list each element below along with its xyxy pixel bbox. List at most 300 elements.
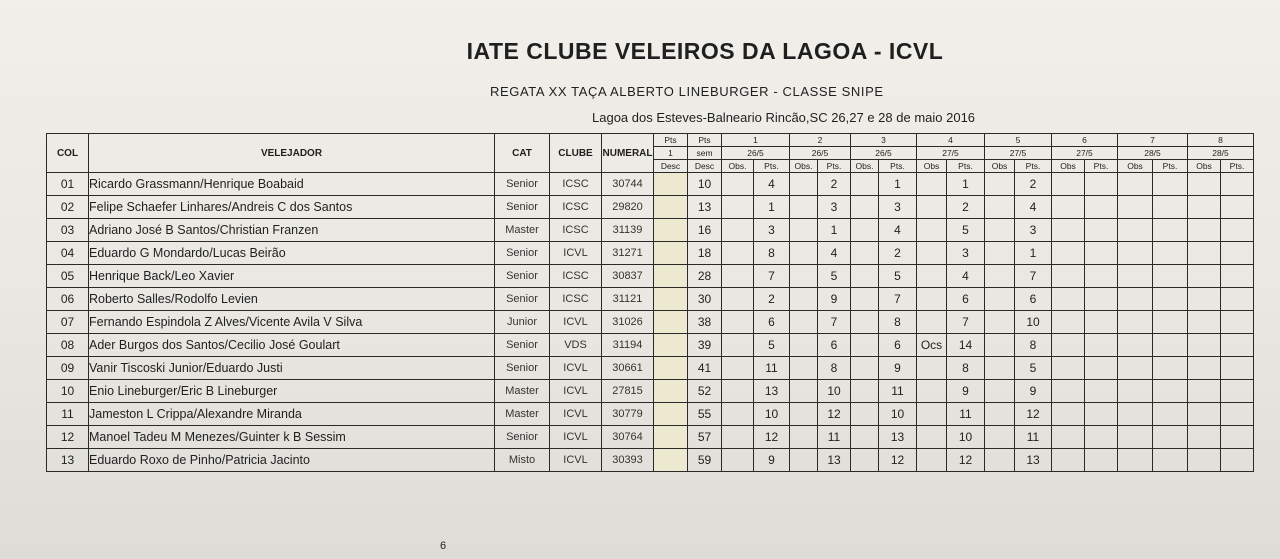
race-pts-cell [1085,357,1118,380]
race-pts-cell [1085,380,1118,403]
header-pts: Pts. [1221,160,1254,173]
race-pts-cell [1153,265,1188,288]
row-pts-total: 55 [688,403,722,426]
row-col: 07 [47,311,89,334]
row-velejador: Eduardo G Mondardo/Lucas Beirão [89,242,495,265]
row-pts-total: 41 [688,357,722,380]
race-pts-cell: 12 [818,403,851,426]
header-pts: Pts. [818,160,851,173]
row-clube: ICSC [550,196,602,219]
race-obs-cell [851,357,879,380]
table-row [47,265,1254,288]
header-pts: Pts. [879,160,917,173]
race-pts-cell [1153,219,1188,242]
race-obs-cell [917,449,947,472]
race-obs-cell [1188,288,1221,311]
race-pts-cell: 2 [947,196,985,219]
race-pts-cell: 2 [1015,173,1052,196]
race-obs-cell [1052,449,1085,472]
row-clube: ICVL [550,242,602,265]
row-numeral: 29820 [602,196,654,219]
race-obs-cell [1118,173,1153,196]
race-obs-cell [722,265,754,288]
header-obs: Obs [917,160,947,173]
row-pts-1-desc [654,357,688,380]
row-cat: Master [495,219,550,242]
race-obs-cell [1052,380,1085,403]
row-col: 09 [47,357,89,380]
race-obs-cell [1188,196,1221,219]
race-obs-cell [790,173,818,196]
header-pts2-c: Desc [688,160,722,173]
race-obs-cell [1052,334,1085,357]
regatta-subtitle: REGATA XX TAÇA ALBERTO LINEBURGER - CLASSE SNIPE [490,84,884,99]
header-obs: Obs [1052,160,1085,173]
race-obs-cell [1118,334,1153,357]
row-pts-1-desc [654,380,688,403]
row-clube: ICVL [550,403,602,426]
row-numeral: 30764 [602,426,654,449]
table-row [47,403,1254,426]
row-cat: Senior [495,196,550,219]
race-obs-cell [917,196,947,219]
race-pts-cell: 12 [879,449,917,472]
race-obs-cell [1118,380,1153,403]
race-number: 6 [1052,134,1118,147]
race-pts-cell [1221,173,1254,196]
race-obs-cell [790,288,818,311]
race-pts-cell [1153,334,1188,357]
race-pts-cell [1221,357,1254,380]
race-pts-cell: 4 [1015,196,1052,219]
race-pts-cell: 3 [1015,219,1052,242]
race-obs-cell [985,334,1015,357]
table-row [47,426,1254,449]
race-pts-cell: 7 [947,311,985,334]
race-pts-cell [1085,311,1118,334]
race-date: 26/5 [722,147,790,160]
race-obs-cell [985,242,1015,265]
race-obs-cell [1118,265,1153,288]
race-pts-cell: 13 [1015,449,1052,472]
row-velejador: Adriano José B Santos/Christian Franzen [89,219,495,242]
row-pts-1-desc [654,449,688,472]
race-pts-cell [1221,242,1254,265]
race-obs-cell [722,219,754,242]
race-date: 26/5 [790,147,851,160]
header-pts: Pts. [1153,160,1188,173]
race-pts-cell: 14 [947,334,985,357]
row-numeral: 31271 [602,242,654,265]
race-obs-cell: Ocs [917,334,947,357]
row-pts-1-desc [654,288,688,311]
row-pts-1-desc [654,242,688,265]
row-col: 08 [47,334,89,357]
row-pts-total: 18 [688,242,722,265]
race-pts-cell [1221,449,1254,472]
header-pts: Pts. [754,160,790,173]
race-obs-cell [851,449,879,472]
race-number: 8 [1188,134,1254,147]
row-numeral: 31026 [602,311,654,334]
row-numeral: 30393 [602,449,654,472]
race-pts-cell: 1 [879,173,917,196]
race-obs-cell [1188,334,1221,357]
race-obs-cell [790,380,818,403]
row-cat: Senior [495,426,550,449]
row-pts-total: 57 [688,426,722,449]
row-clube: ICSC [550,265,602,288]
race-pts-cell: 3 [879,196,917,219]
race-obs-cell [1188,311,1221,334]
race-obs-cell [722,357,754,380]
race-obs-cell [1052,219,1085,242]
row-clube: ICVL [550,311,602,334]
row-numeral: 31139 [602,219,654,242]
race-pts-cell [1153,403,1188,426]
location-date: Lagoa dos Esteves-Balneario Rincão,SC 26,27 e 28 de maio 2016 [592,110,976,125]
row-pts-1-desc [654,426,688,449]
race-obs-cell [722,242,754,265]
row-pts-total: 30 [688,288,722,311]
race-obs-cell [985,380,1015,403]
header-pts2-b: sem [688,147,722,160]
race-pts-cell: 4 [754,173,790,196]
race-obs-cell [1052,357,1085,380]
header-obs: Obs. [722,160,754,173]
race-date: 28/5 [1118,147,1188,160]
race-pts-cell: 13 [818,449,851,472]
race-number: 4 [917,134,985,147]
row-numeral: 31194 [602,334,654,357]
race-pts-cell: 7 [754,265,790,288]
race-pts-cell [1153,380,1188,403]
race-obs-cell [722,173,754,196]
row-cat: Senior [495,334,550,357]
row-velejador: Roberto Salles/Rodolfo Levien [89,288,495,311]
race-obs-cell [851,311,879,334]
row-cat: Misto [495,449,550,472]
race-number: 2 [790,134,851,147]
race-pts-cell: 2 [754,288,790,311]
race-obs-cell [790,219,818,242]
row-clube: ICVL [550,449,602,472]
race-obs-cell [1052,265,1085,288]
race-obs-cell [1052,311,1085,334]
race-pts-cell: 4 [818,242,851,265]
row-cat: Master [495,403,550,426]
race-pts-cell [1153,242,1188,265]
race-pts-cell: 9 [879,357,917,380]
race-obs-cell [790,311,818,334]
race-obs-cell [722,403,754,426]
row-velejador: Fernando Espindola Z Alves/Vicente Avila V Silva [89,311,495,334]
race-obs-cell [1188,426,1221,449]
race-obs-cell [851,288,879,311]
race-pts-cell [1221,219,1254,242]
header-row-1 [47,134,1254,147]
row-col: 05 [47,265,89,288]
race-obs-cell [851,196,879,219]
race-obs-cell [1118,288,1153,311]
row-pts-1-desc [654,311,688,334]
race-pts-cell [1221,380,1254,403]
row-pts-total: 16 [688,219,722,242]
row-clube: ICSC [550,219,602,242]
race-obs-cell [1052,426,1085,449]
race-pts-cell: 3 [947,242,985,265]
race-obs-cell [917,403,947,426]
row-clube: ICVL [550,357,602,380]
row-velejador: Enio Lineburger/Eric B Lineburger [89,380,495,403]
race-obs-cell [1188,265,1221,288]
race-obs-cell [1188,357,1221,380]
race-pts-cell: 5 [947,219,985,242]
row-numeral: 30837 [602,265,654,288]
race-pts-cell: 3 [754,219,790,242]
race-obs-cell [985,196,1015,219]
table-row [47,357,1254,380]
race-pts-cell: 11 [1015,426,1052,449]
race-pts-cell: 1 [754,196,790,219]
race-obs-cell [917,242,947,265]
race-obs-cell [985,173,1015,196]
race-obs-cell [851,334,879,357]
race-pts-cell [1221,196,1254,219]
row-col: 04 [47,242,89,265]
row-numeral: 30779 [602,403,654,426]
header-pts2-a: Pts [688,134,722,147]
row-col: 06 [47,288,89,311]
race-pts-cell: 6 [1015,288,1052,311]
race-pts-cell: 5 [818,265,851,288]
header-pts1-c: Desc [654,160,688,173]
race-pts-cell: 13 [879,426,917,449]
race-pts-cell [1153,311,1188,334]
race-pts-cell: 3 [818,196,851,219]
race-obs-cell [985,219,1015,242]
row-clube: ICVL [550,380,602,403]
table-row [47,288,1254,311]
race-obs-cell [1188,380,1221,403]
header-numeral: NUMERAL [602,134,654,173]
race-pts-cell: 11 [754,357,790,380]
race-obs-cell [917,219,947,242]
row-cat: Senior [495,357,550,380]
race-obs-cell [790,403,818,426]
race-pts-cell [1153,357,1188,380]
row-pts-total: 10 [688,173,722,196]
race-number: 7 [1118,134,1188,147]
race-obs-cell [1118,403,1153,426]
header-pts1-a: Pts [654,134,688,147]
race-obs-cell [1118,219,1153,242]
row-pts-total: 13 [688,196,722,219]
race-date: 28/5 [1188,147,1254,160]
race-pts-cell: 1 [818,219,851,242]
race-obs-cell [985,426,1015,449]
race-obs-cell [985,265,1015,288]
race-obs-cell [985,403,1015,426]
header-obs: Obs. [851,160,879,173]
header-col: COL [47,134,89,173]
race-obs-cell [722,426,754,449]
race-number: 3 [851,134,917,147]
row-pts-total: 39 [688,334,722,357]
race-pts-cell [1085,334,1118,357]
race-pts-cell [1085,449,1118,472]
row-velejador: Jameston L Crippa/Alexandre Miranda [89,403,495,426]
race-obs-cell [790,357,818,380]
race-pts-cell: 12 [754,426,790,449]
race-obs-cell [722,311,754,334]
race-pts-cell: 7 [1015,265,1052,288]
race-obs-cell [1188,173,1221,196]
race-obs-cell [790,334,818,357]
race-obs-cell [722,334,754,357]
row-col: 03 [47,219,89,242]
race-pts-cell [1085,173,1118,196]
race-obs-cell [722,288,754,311]
race-obs-cell [790,265,818,288]
row-velejador: Ricardo Grassmann/Henrique Boabaid [89,173,495,196]
race-obs-cell [917,288,947,311]
table-row [47,173,1254,196]
race-pts-cell: 6 [879,334,917,357]
race-obs-cell [722,449,754,472]
race-obs-cell [722,196,754,219]
race-pts-cell: 12 [1015,403,1052,426]
race-date: 27/5 [1052,147,1118,160]
row-velejador: Eduardo Roxo de Pinho/Patricia Jacinto [89,449,495,472]
race-pts-cell: 12 [947,449,985,472]
race-pts-cell: 4 [947,265,985,288]
race-obs-cell [917,265,947,288]
page-title: IATE CLUBE VELEIROS DA LAGOA - ICVL [466,38,944,64]
race-obs-cell [851,173,879,196]
row-velejador: Henrique Back/Leo Xavier [89,265,495,288]
race-number: 5 [985,134,1052,147]
race-pts-cell: 6 [947,288,985,311]
race-pts-cell [1221,403,1254,426]
race-obs-cell [790,242,818,265]
race-pts-cell [1153,449,1188,472]
row-velejador: Felipe Schaefer Linhares/Andreis C dos Santos [89,196,495,219]
race-obs-cell [790,196,818,219]
race-obs-cell [985,288,1015,311]
race-obs-cell [1188,403,1221,426]
race-pts-cell: 9 [947,380,985,403]
table-row [47,449,1254,472]
table-row [47,196,1254,219]
race-obs-cell [722,380,754,403]
race-pts-cell: 9 [1015,380,1052,403]
row-velejador: Ader Burgos dos Santos/Cecilio José Goulart [89,334,495,357]
race-pts-cell [1153,196,1188,219]
row-clube: VDS [550,334,602,357]
race-obs-cell [1052,196,1085,219]
race-pts-cell: 5 [1015,357,1052,380]
race-obs-cell [1188,449,1221,472]
race-obs-cell [1188,219,1221,242]
race-pts-cell: 6 [754,311,790,334]
race-pts-cell: 7 [879,288,917,311]
race-obs-cell [917,426,947,449]
race-pts-cell [1221,311,1254,334]
table-row [47,242,1254,265]
race-pts-cell: 2 [818,173,851,196]
row-pts-1-desc [654,265,688,288]
row-numeral: 31121 [602,288,654,311]
row-pts-1-desc [654,173,688,196]
row-cat: Master [495,380,550,403]
header-pts: Pts. [947,160,985,173]
race-pts-cell [1221,265,1254,288]
race-pts-cell: 8 [879,311,917,334]
row-pts-1-desc [654,403,688,426]
race-pts-cell: 10 [947,426,985,449]
row-pts-total: 52 [688,380,722,403]
header-pts1-b: 1 [654,147,688,160]
row-pts-1-desc [654,219,688,242]
race-obs-cell [851,242,879,265]
race-obs-cell [1118,426,1153,449]
header-obs: Obs [1118,160,1153,173]
race-pts-cell: 9 [754,449,790,472]
race-obs-cell [1118,311,1153,334]
race-pts-cell: 4 [879,219,917,242]
race-obs-cell [1118,196,1153,219]
row-clube: ICSC [550,173,602,196]
header-velejador: VELEJADOR [89,134,495,173]
race-obs-cell [1188,242,1221,265]
race-obs-cell [851,403,879,426]
race-pts-cell [1085,403,1118,426]
race-obs-cell [790,449,818,472]
race-pts-cell: 11 [947,403,985,426]
table-row [47,334,1254,357]
row-col: 12 [47,426,89,449]
row-cat: Senior [495,173,550,196]
race-date: 27/5 [985,147,1052,160]
race-pts-cell: 1 [1015,242,1052,265]
header-cat: CAT [495,134,550,173]
race-obs-cell [851,219,879,242]
race-obs-cell [985,357,1015,380]
row-numeral: 27815 [602,380,654,403]
race-obs-cell [1118,242,1153,265]
row-numeral: 30661 [602,357,654,380]
table-row [47,380,1254,403]
race-date: 27/5 [917,147,985,160]
race-pts-cell [1085,242,1118,265]
race-pts-cell [1221,334,1254,357]
race-obs-cell [851,380,879,403]
race-pts-cell: 8 [754,242,790,265]
race-obs-cell [1052,288,1085,311]
race-obs-cell [917,357,947,380]
race-pts-cell [1153,426,1188,449]
header-obs: Obs [985,160,1015,173]
race-obs-cell [1052,173,1085,196]
race-pts-cell: 10 [754,403,790,426]
results-table [46,133,1254,472]
race-pts-cell: 8 [1015,334,1052,357]
race-obs-cell [1118,449,1153,472]
race-date: 26/5 [851,147,917,160]
race-obs-cell [985,449,1015,472]
row-col: 01 [47,173,89,196]
